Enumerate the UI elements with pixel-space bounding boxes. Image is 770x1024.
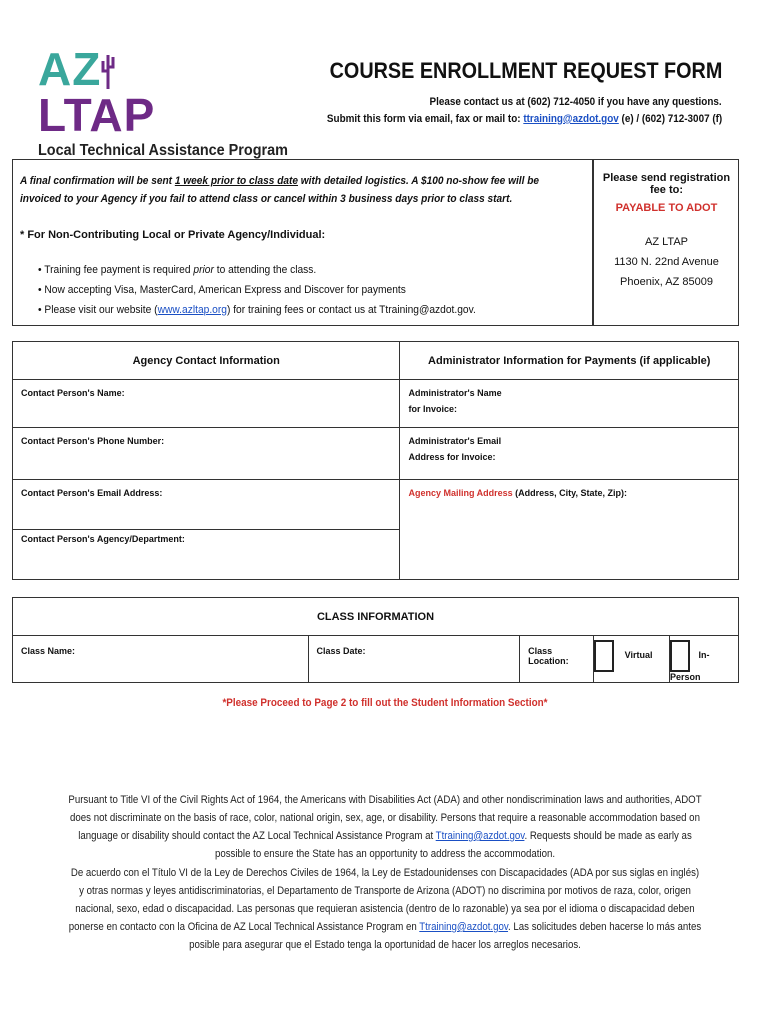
bullet-item [38,260,476,280]
proceed-notice: *Please Proceed to Page 2 to fill out the Student Information Section* [222,697,548,709]
admin-name-field[interactable] [400,380,739,428]
notice-underlined: 1 week prior to class date [174,175,298,187]
contact-department-label: Contact Person's Agency/Department: [21,534,185,544]
admin-name-label: Administrator's Name [408,388,502,398]
class-name-field[interactable] [13,636,309,683]
class-date-field[interactable] [308,636,520,683]
class-location-label-cell [520,636,594,683]
contact-name-field[interactable] [13,380,400,428]
spanish-email-link[interactable]: Ttraining@azdot.gov [419,921,509,933]
spanish-text-b: . Las solicitudes deben hacerse lo más antes posible para asegurar que el Estado tenga la oportunidad de hacer los arreglos necesarios. [189,921,702,951]
english-text-a: Pursuant to Title VI of the Civil Rights Act of 1964, the Americans with Disabilities Act (ADA) and other nondiscrimination laws and authorities, ADOT does not discriminate on the basis of race, color, national origin, sex, age, or disability. Persons that require a reasonable accommodation based on language or disability should contact the AZ Local Technical Assistance Program at [68,794,702,842]
contact-department-field[interactable] [13,530,400,580]
bullet3-a: • Please visit our website ( [38,304,158,316]
agency-contact-header: Agency Contact Information [13,342,400,380]
inperson-label: In-Person [670,650,710,682]
contact-email-field[interactable] [13,480,400,530]
address-line: 1130 N. 22nd Avenue [614,256,719,268]
notice-part2: with detailed logistics. A $100 no-show fee will be invoiced to your Agency if you fail to attend class or cancel within 3 business days prior to class start. [20,175,540,205]
spanish-text-a: De acuerdo con el Título VI de la Ley de Derechos Civiles de 1964, la Ley de Estadounidenses con Discapacidades (ADA por sus siglas en inglés) y otras normas y leyes antidiscriminatorias, el Departamento de Transporte de Arizona (ADOT) no discrimina por motivos de raza, color, origen nacional, sexo, edad o discapacidad. Las personas que requieran asistencia (dentro de lo razonable) ya sea por el idioma o discapacidad deben ponerse en contacto con la Oficina de AZ Local Technical Assistance Program en [68,867,700,933]
azltap-logo [38,43,288,159]
payment-bullets [38,260,509,320]
address-line: AZ LTAP [645,236,688,248]
inperson-option [670,636,739,683]
english-text-b: . Requests should be made as early as possible to ensure the State has an opportunity to address the accommodation. [214,830,692,860]
agency-contact-table [12,341,739,580]
title-vi-spanish [67,864,702,954]
title-vi-english [67,791,702,863]
address-line: Phoenix, AZ 85009 [620,276,713,288]
cactus-icon [101,49,115,89]
bullet-item: • Now accepting Visa, MasterCard, American Express and Discover for payments [38,284,406,296]
bullet1-a: • Training fee payment is required [38,264,194,276]
contact-phone-label: Contact Person's Phone Number: [21,436,165,446]
submit-prefix: Submit this form via email, fax or mail to: [326,113,524,125]
noncontributing-heading: * For Non-Contributing Local or Private Agency/Individual: [20,229,326,241]
virtual-option [594,636,670,683]
class-date-label: Class Date: [316,646,366,656]
mailing-address-field[interactable] [400,480,739,580]
class-name-label: Class Name: [21,646,76,656]
logo-ltap: LTAP [38,89,156,141]
logo-az: AZ [38,43,102,95]
form-title: COURSE ENROLLMENT REQUEST FORM [329,58,722,83]
contact-email-label: Contact Person's Email Address: [21,488,163,498]
admin-email-label-2: Address for Invoice: [408,452,496,462]
mailing-address-label-red: Agency Mailing Address [408,488,513,498]
class-info-header: CLASS INFORMATION [13,598,739,636]
confirmation-notice [20,172,544,208]
contact-line: Please contact us at (602) 712-4050 if you have any questions. [429,96,722,108]
contact-phone-field[interactable] [13,428,400,480]
fee-address [594,232,739,292]
logo-subtitle: Local Technical Assistance Program [38,142,288,159]
payable-to: PAYABLE TO ADOT [615,202,718,214]
submit-suffix: (e) / (602) 712-3007 (f) [618,113,722,125]
fee-title: Please send registration fee to: [602,172,731,196]
bullet1-b: to attending the class. [213,264,317,276]
mailing-address-label: (Address, City, State, Zip): [512,488,628,498]
admin-name-label-2: for Invoice: [408,404,457,414]
english-email-link[interactable]: Ttraining@azdot.gov [435,830,525,842]
submit-email-link[interactable]: ttraining@azdot.gov [523,113,619,125]
admin-email-label: Administrator's Email [408,436,502,446]
website-link[interactable]: www.azltap.org [157,304,227,316]
bullet3-b: ) for training fees or contact us at Ttraining@azdot.gov. [226,304,476,316]
bullet1-em: prior [193,264,214,276]
virtual-label: Virtual [624,650,653,661]
class-information-table [12,597,739,683]
contact-name-label: Contact Person's Name: [21,388,125,398]
submit-line [327,113,722,125]
virtual-checkbox[interactable] [594,640,614,672]
notice-part1: A final confirmation will be sent [20,175,175,187]
admin-payment-header: Administrator Information for Payments (if applicable) [400,342,739,380]
admin-email-field[interactable] [400,428,739,480]
class-location-label: Class Location: [528,646,569,666]
bullet-item [38,300,476,320]
inperson-checkbox[interactable] [670,640,690,672]
